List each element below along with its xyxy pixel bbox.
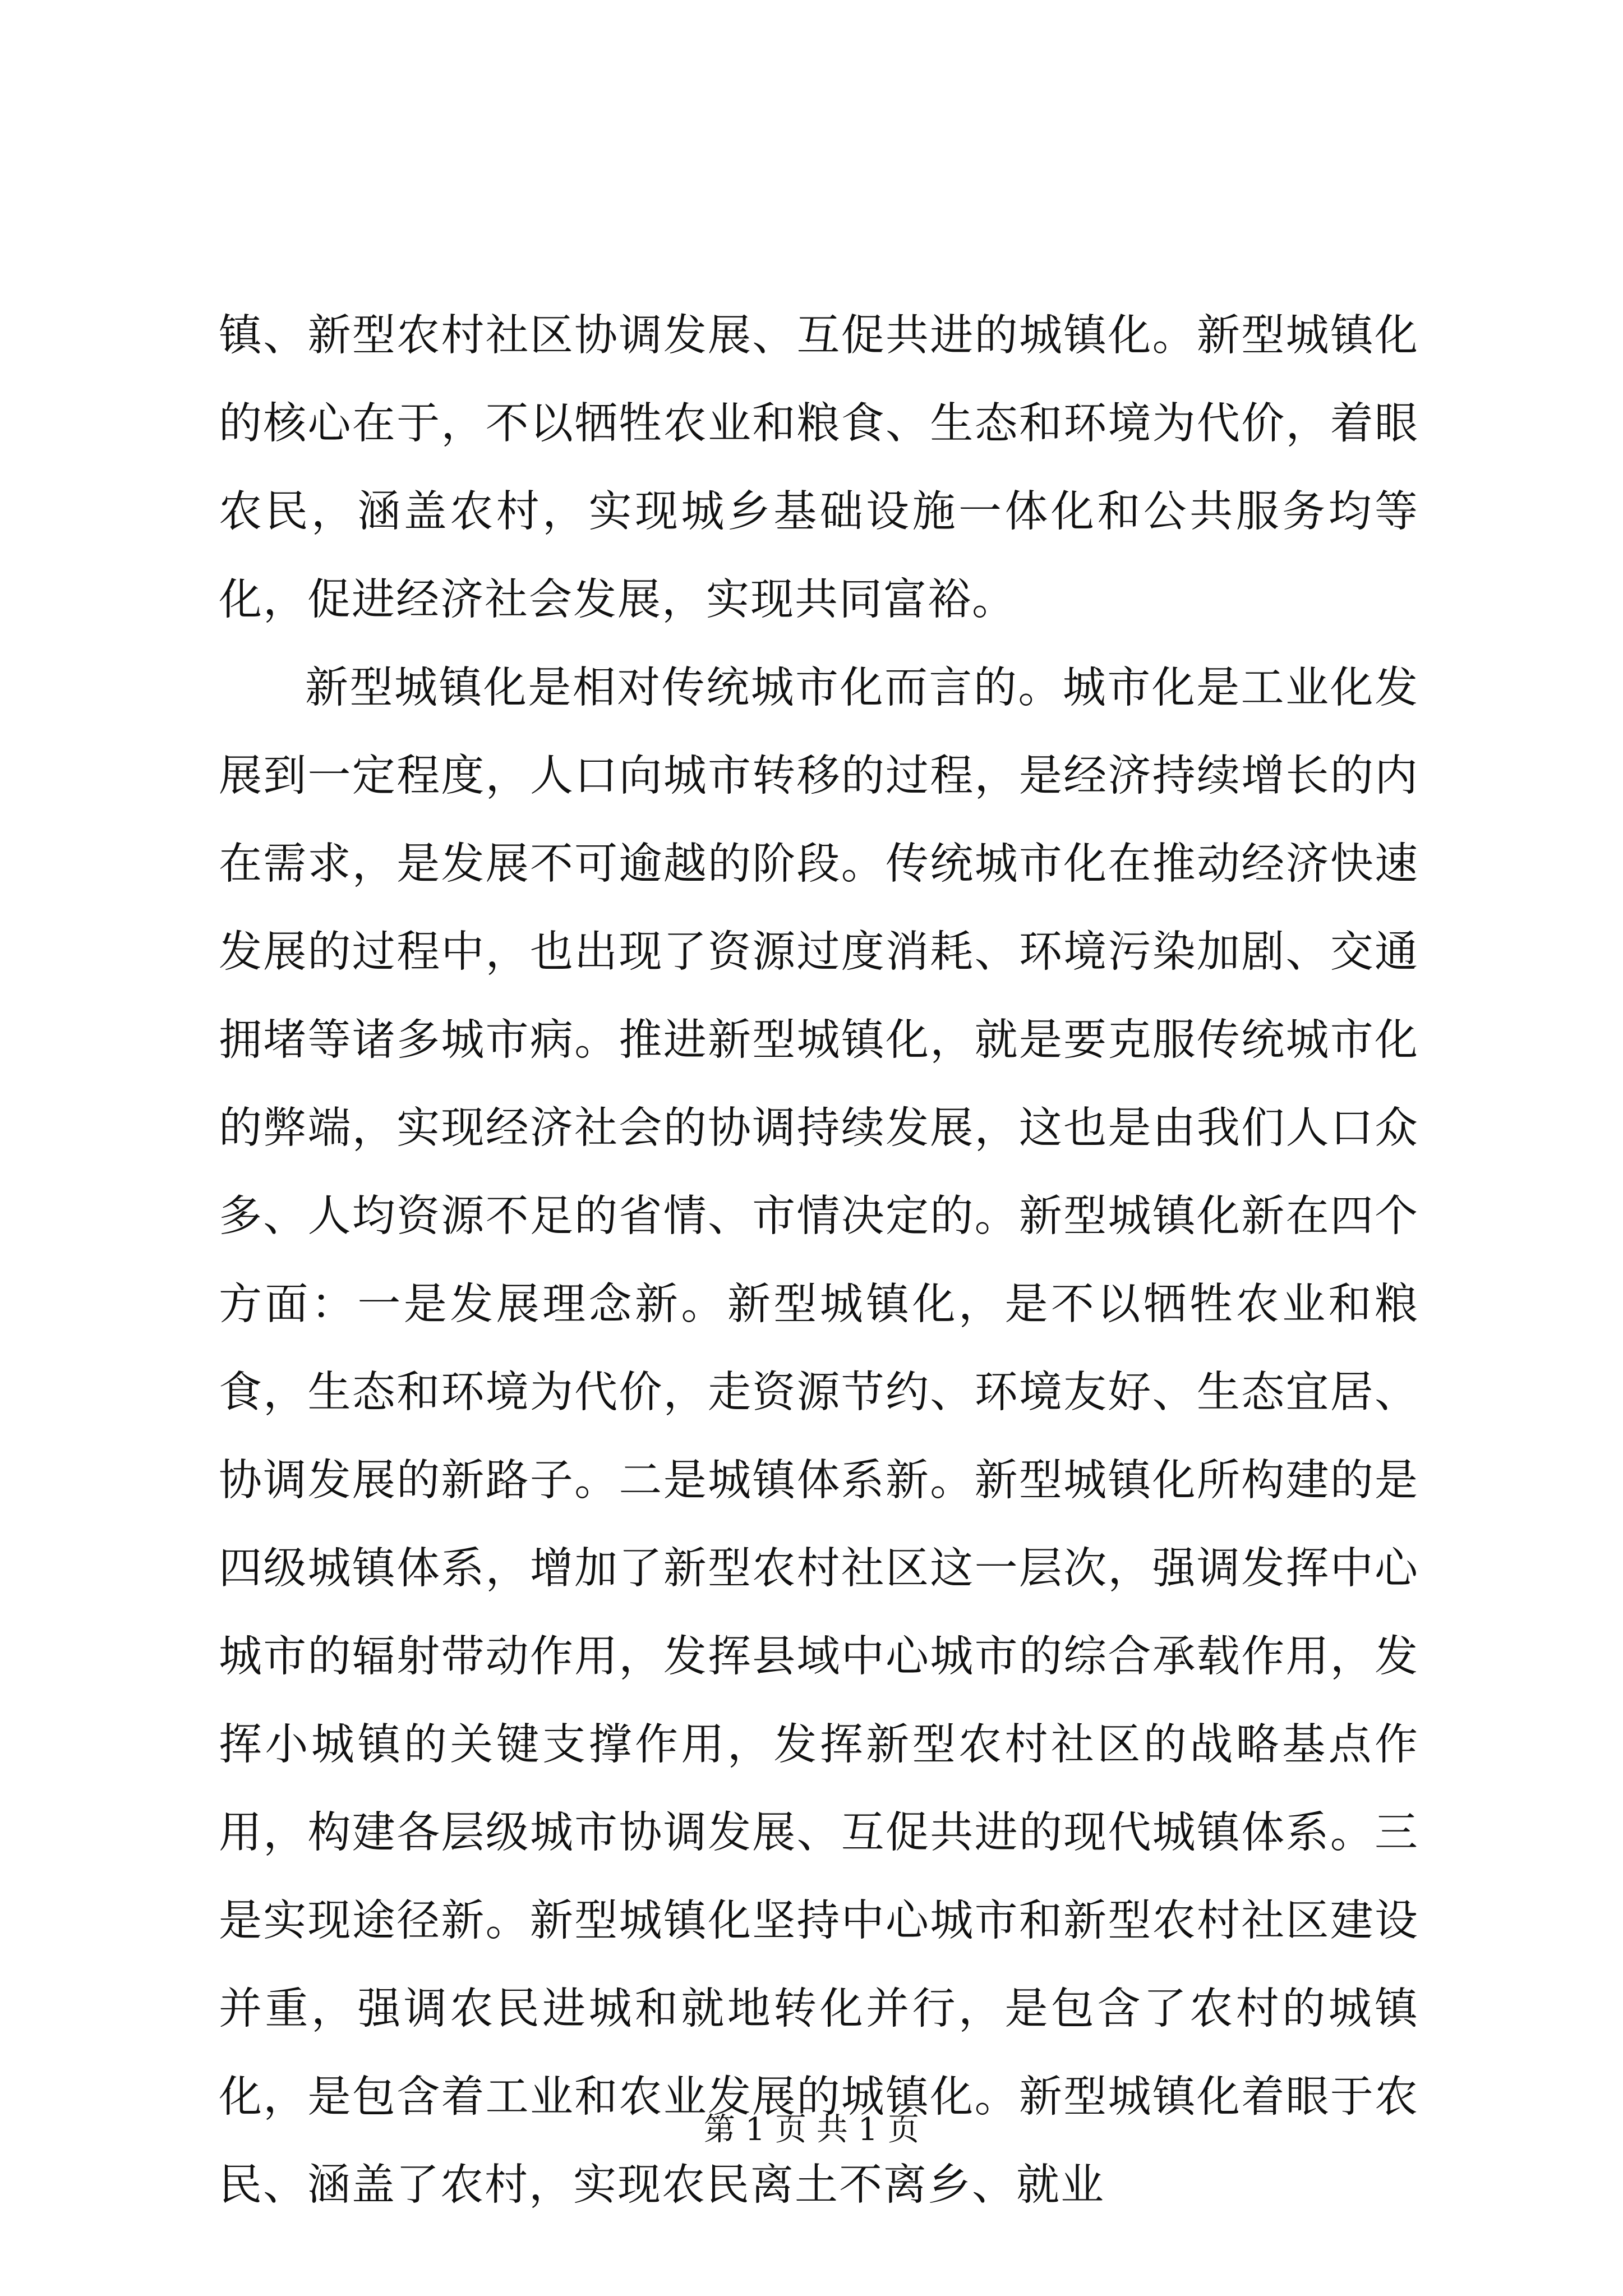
document-body [219, 292, 1419, 2229]
page-footer: 第 1 页 共 1 页 [703, 2111, 920, 2148]
paragraph-new-urbanization: 新型城镇化是相对传统城市化而言的。城市化是工业化发展到一定程度，人口向城市转移的过程，是经济持续增长的内在需求，是发展不可逾越的阶段。传统城市化在推动经济快速发展的过程中，也出现了资源过度消耗、环境污染加剧、交通拥堵等诸多城市病。推进新型城镇化，就是要克服传统城市化的弊端，实现经济社会的协调持续发展，这也是由我们人口众多、人均资源不足的省情、市情决定的。新型城镇化新在四个方面：一是发展理念新。新型城镇化，是不以牺牲农业和粮食，生态和环境为代价，走资源节约、环境友好、生态宜居、协调发展的新路子。二是城镇体系新。新型城镇化所构建的是四级城镇体系，增加了新型农村社区这一层次，强调发挥中心城市的辐射带动作用，发挥县域中心城市的综合承载作用，发挥小城镇的关键支撑作用，发挥新型农村社区的战略基点作用，构建各层级城市协调发展、互促共进的现代城镇体系。三是实现途径新。新型城镇化坚持中心城市和新型农村社区建设并重，强调农民进城和就地转化并行，是包含了农村的城镇化，是包含着工业和农业发展的城镇化。新型城镇化着眼于农民、涵盖了农村，实现农民离土不离乡、就业 [219, 663, 1419, 2210]
paragraph-continuation: 镇、新型农村社区协调发展、互促共进的城镇化。新型城镇化的核心在于，不以牺牲农业和粮食、生态和环境为代价，着眼农民，涵盖农村，实现城乡基础设施一体化和公共服务均等化，促进经济社会发展，实现共同富裕。 [219, 311, 1419, 625]
